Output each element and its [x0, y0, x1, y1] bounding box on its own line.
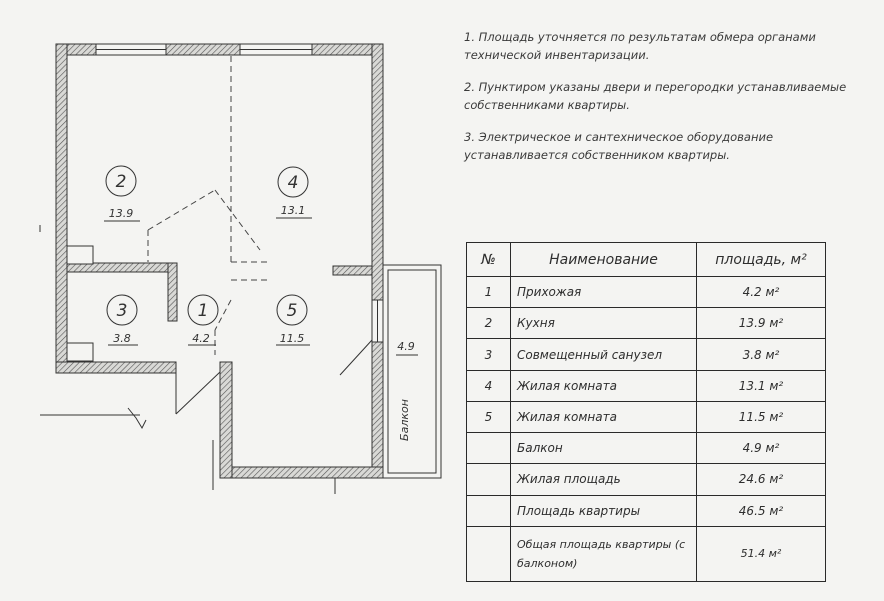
balcony-label [396, 340, 418, 441]
balcony-name: Балкон [398, 399, 411, 441]
row-number [467, 433, 511, 464]
table-row [467, 495, 826, 526]
room-number: 2 [115, 172, 127, 192]
room-number: 3 [116, 301, 128, 321]
row-area: 46.5 м² [697, 495, 826, 526]
room-area: 3.8 [113, 332, 131, 345]
room-number: 1 [197, 301, 209, 321]
header-number: № [467, 243, 511, 277]
header-name: Наименование [511, 243, 697, 277]
table-row [467, 526, 826, 581]
row-number: 2 [467, 308, 511, 339]
row-name: Площадь квартиры [511, 495, 697, 526]
row-area: 4.2 м² [697, 277, 826, 308]
row-area: 51.4 м² [697, 526, 826, 581]
room-area: 4.2 [192, 332, 210, 345]
row-number [467, 526, 511, 581]
note-2: 2. Пунктиром указаны двери и перегородки устанавливаемые собственниками квартиры. [464, 80, 847, 112]
table-header [467, 243, 826, 277]
row-name: Общая площадь квартиры (с балконом) [511, 526, 697, 581]
note-3: 3. Электрическое и сантехническое оборудование устанавливается собственником квартиры. [464, 130, 774, 162]
room-area: 13.9 [108, 207, 134, 220]
room-5-label [276, 295, 310, 345]
balcony-area: 4.9 [397, 340, 415, 353]
exterior-walls [56, 44, 383, 478]
notes [464, 28, 874, 178]
row-number: 5 [467, 401, 511, 432]
row-name: Прихожая [511, 277, 697, 308]
room-area: 11.5 [279, 332, 305, 345]
row-area: 24.6 м² [697, 464, 826, 495]
table-row [467, 464, 826, 495]
row-number [467, 464, 511, 495]
table-row [467, 339, 826, 370]
table-row [467, 277, 826, 308]
row-name: Кухня [511, 308, 697, 339]
row-number: 4 [467, 370, 511, 401]
room-1-label [188, 295, 218, 345]
header-area: площадь, м² [697, 243, 826, 277]
row-area: 11.5 м² [697, 401, 826, 432]
row-area: 13.1 м² [697, 370, 826, 401]
entrance-door [176, 340, 372, 414]
table-row [467, 308, 826, 339]
room-2-label [104, 166, 140, 221]
room-3-label [107, 295, 138, 345]
row-name: Совмещенный санузел [511, 339, 697, 370]
row-name: Жилая площадь [511, 464, 697, 495]
row-name: Жилая комната [511, 401, 697, 432]
area-table [466, 242, 826, 582]
windows [96, 44, 383, 342]
room-number: 4 [287, 173, 299, 193]
row-area: 3.8 м² [697, 339, 826, 370]
row-number: 1 [467, 277, 511, 308]
row-area: 4.9 м² [697, 433, 826, 464]
room-4-label [276, 167, 312, 218]
row-name: Балкон [511, 433, 697, 464]
row-number: 3 [467, 339, 511, 370]
table-row [467, 401, 826, 432]
row-area: 13.9 м² [697, 308, 826, 339]
room-area: 13.1 [280, 204, 306, 217]
balcony-outline [383, 265, 441, 478]
row-number [467, 495, 511, 526]
table-row [467, 433, 826, 464]
row-name: Жилая комната [511, 370, 697, 401]
room-number: 5 [286, 301, 298, 321]
note-1: 1. Площадь уточняется по результатам обмера органами технической инвентаризации. [464, 30, 816, 62]
table-row [467, 370, 826, 401]
